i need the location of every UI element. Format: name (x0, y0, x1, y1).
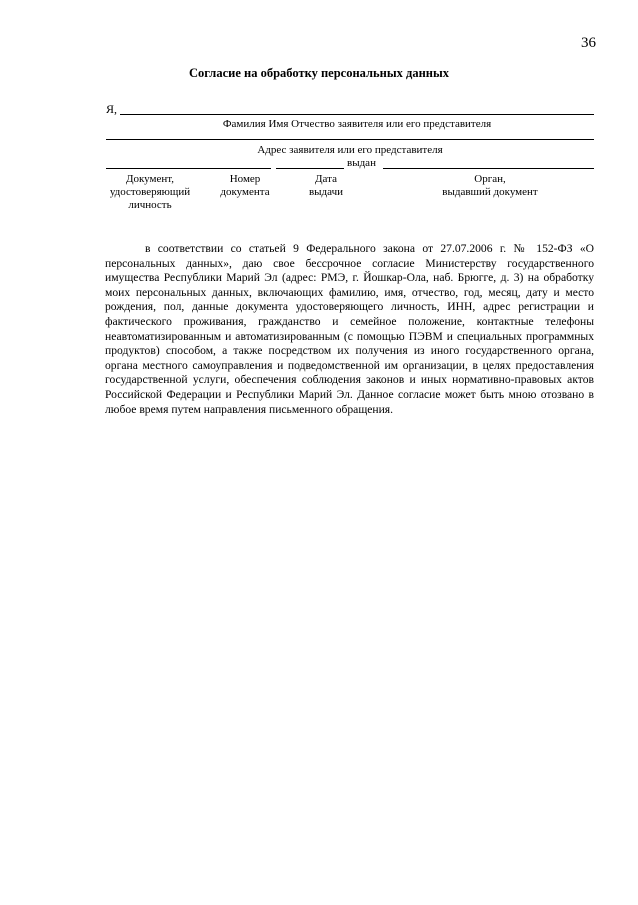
field-caption-number: Номер документа (220, 173, 270, 198)
consent-body-text: в соответствии со статьей 9 Федерального закона от 27.07.2006 г. № 152-ФЗ «О персональных данных», даю свое бессрочное согласие Министерству государственного имущества Республики Марий Эл (адрес: РМЭ, г. Йошкар-Ола, наб. Брюгге, д. 3) на обработку моих персональных данных, включающих фамилию, имя, отчество, год, месяц, дату и место рождения, пол, данные документа удостоверяющего личность, ИНН, адрес регистрации и фактического проживания, гражданство и семейное положение, контактные телефоны неавтоматизированным и автоматизированным (с помощью ПЭВМ и специальных программных продуктов) способом, а также посредством их получения из иного государственного органа, органа местного самоуправления и подведомственной им организации, в целях предоставления государственной услуги, обеспечения соблюдения законов и иных нормативно-правовых актов Российской Федерации и Республики Марий Эл. Данное согласие может быть мною отозвано в любое время путем направления письменного обращения. (105, 242, 594, 416)
ya-label: Я, (106, 102, 118, 116)
fio-field-line[interactable] (120, 114, 594, 115)
document-field-line[interactable] (106, 168, 271, 169)
field-caption-issuer: Орган, выдавший документ (442, 173, 538, 198)
issued-label: выдан (347, 157, 376, 169)
document-title: Согласие на обработку персональных данных (188, 66, 449, 80)
address-field-line-1[interactable] (106, 139, 594, 140)
field-caption-document: Документ, удостоверяющий личность (109, 173, 191, 211)
field-caption-date: Дата выдачи (308, 173, 344, 198)
address-caption: Адрес заявителя или его представителя (257, 144, 443, 156)
number-field-line[interactable] (276, 168, 344, 169)
page-number: 36 (581, 35, 596, 51)
issued-by-field-line[interactable] (383, 168, 594, 169)
fio-caption: Фамилия Имя Отчество заявителя или его представителя (222, 118, 492, 130)
